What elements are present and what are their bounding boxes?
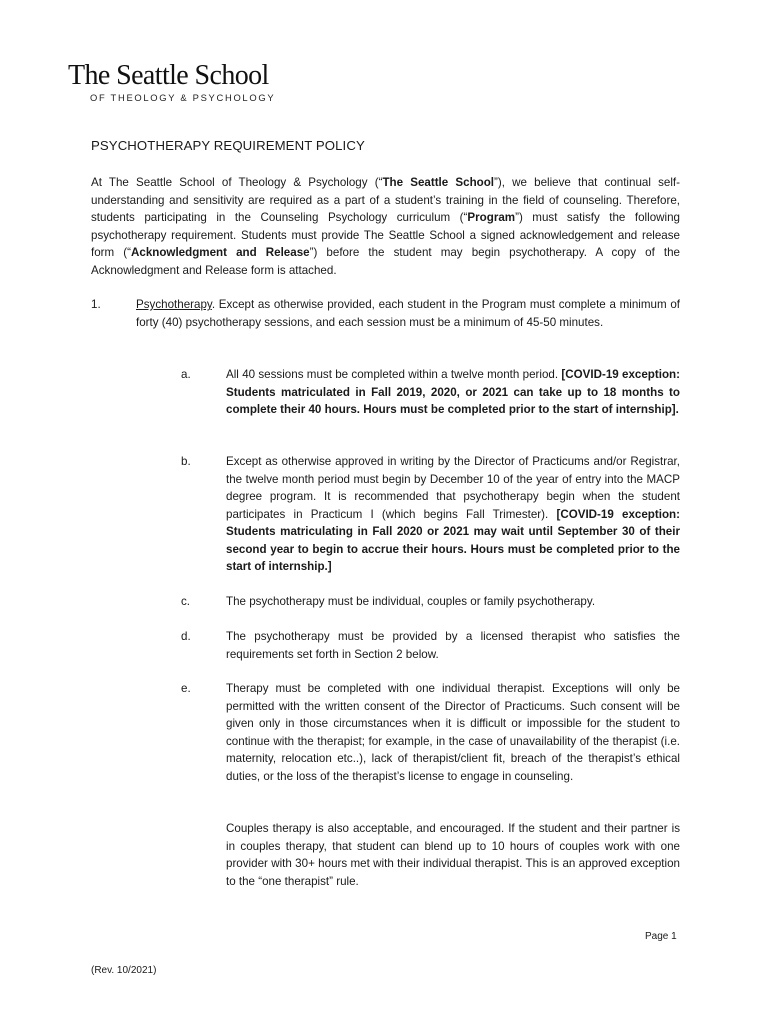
intro-bold-school: The Seattle School [382, 176, 495, 189]
section-1-heading: Psychotherapy [136, 298, 212, 311]
intro-text-2: ”), we believe that continual self-understanding and sensitivity are required as a part of a student’s training in the field of counseling. Therefore, students participating in the Counseling Psychology curriculum (“ [91, 176, 680, 224]
item-e-label: e. [181, 682, 191, 695]
intro-text-4: ”) before the student may begin psychotherapy. A copy of the Acknowledgment and Release form is attached. [91, 246, 680, 277]
revision-date: (Rev. 10/2021) [91, 965, 157, 976]
item-d-paragraph: The psychotherapy must be provided by a licensed therapist who satisfies the requirements set forth in Section 2 below. [226, 630, 680, 661]
item-c-label: c. [181, 595, 191, 608]
item-a-paragraph [226, 366, 680, 419]
item-b-paragraph [226, 453, 680, 576]
intro-bold-release: Acknowledgment and Release [131, 246, 310, 259]
section-1-text: . Except as otherwise provided, each student in the Program must complete a minimum of forty (40) psychotherapy sessions, and each session must be a minimum of 45-50 minutes. [136, 298, 680, 329]
item-a-text: All 40 sessions must be completed within a twelve month period. [226, 368, 562, 381]
section-1-paragraph [136, 296, 680, 331]
intro-text-3: ”) must satisfy the following psychotherapy requirement. Students must provide The Seattle School a signed acknowledgement and release form (“ [91, 211, 680, 259]
item-e-extra-paragraph: Couples therapy is also acceptable, and encouraged. If the student and their partner is in couples therapy, that student can blend up to 10 hours of couples work with one provider with 30+ hours met with their individual therapist. This is an approved exception to the “one therapist” rule. [226, 822, 680, 888]
logo-subtitle: OF THEOLOGY & PSYCHOLOGY [90, 92, 276, 103]
item-c-paragraph: The psychotherapy must be individual, couples or family psychotherapy. [226, 595, 596, 608]
item-b-text: Except as otherwise approved in writing by the Director of Practicums and/or Registrar, the twelve month period must begin by December 10 of the year of entry into the MACP degree program. It is recommended that psychotherapy begin when the student participates in Practicum I (which begins Fall Trimester). [226, 455, 680, 521]
page-title: PSYCHOTHERAPY REQUIREMENT POLICY [91, 138, 365, 153]
item-b-label: b. [181, 455, 191, 468]
intro-text-1: At The Seattle School of Theology & Psychology (“ [91, 176, 383, 189]
item-b-bold: [COVID-19 exception: Students matriculating in Fall 2020 or 2021 may wait until September 30 of their second year to begin to accrue their hours. Hours must be completed prior to the start of internship.] [226, 507, 680, 573]
item-d-label: d. [181, 630, 191, 643]
item-a-label: a. [181, 368, 191, 381]
page-number: Page 1 [645, 931, 677, 942]
item-a-bold: [COVID-19 exception: Students matriculated in Fall 2019, 2020, or 2021 can take up to 18 months to complete their 40 hours. Hours must be completed prior to the start of internship]. [226, 368, 680, 416]
intro-paragraph [91, 174, 680, 279]
section-1-number: 1. [91, 298, 101, 311]
intro-bold-program: Program [467, 211, 516, 224]
school-logo [68, 60, 275, 103]
logo-name: The Seattle School [68, 60, 269, 91]
item-e-paragraph: Therapy must be completed with one individual therapist. Exceptions will only be permitted with the written consent of the Director of Practicums. Such consent will be given only in those circumstances when it is difficult or impossible for the student to continue with the therapist; for example, in the case of unavailability of the therapist (i.e. maternity, relocation etc..), lack of therapist/client fit, breach of the therapist’s ethical duties, or the loss of the therapist’s license to engage in counseling. [226, 682, 680, 783]
